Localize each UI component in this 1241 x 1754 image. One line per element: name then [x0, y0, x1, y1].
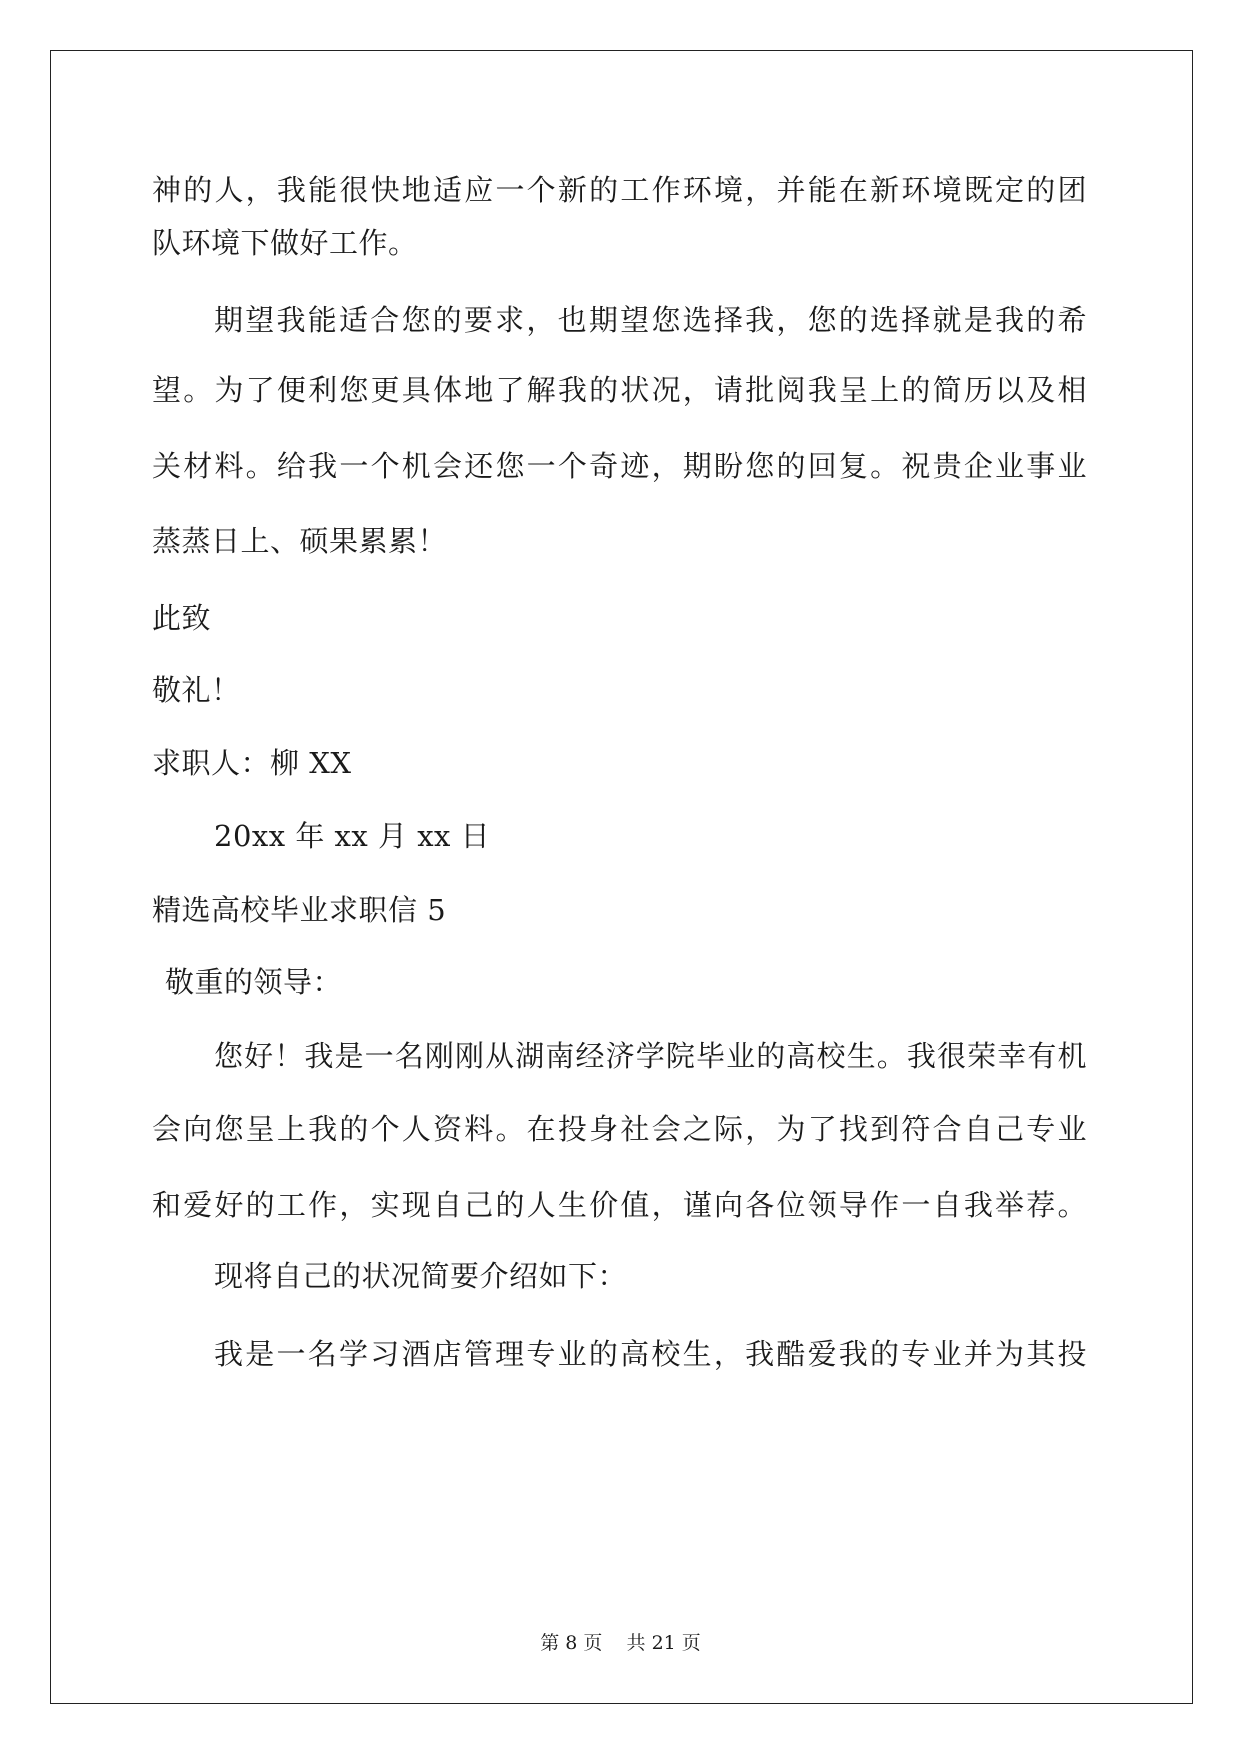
paragraph-line: 现将自己的状况简要介绍如下： [214, 1259, 628, 1293]
closing-phrase: 此致 [152, 601, 212, 635]
body-line: 关材料。给我一个机会还您一个奇迹，期盼您的回复。祝贵企业事业 [152, 449, 1087, 483]
page-border [50, 50, 1193, 1704]
body-line: 蒸蒸日上、硕果累累！ [152, 524, 448, 558]
paragraph-line: 我是一名学习酒店管理专业的高校生，我酷爱我的专业并为其投 [214, 1337, 1087, 1371]
paragraph-line: 您好！我是一名刚刚从湖南经济学院毕业的高校生。我很荣幸有机 [214, 1039, 1087, 1073]
paragraph-line: 期望我能适合您的要求，也期望您选择我，您的选择就是我的希 [214, 303, 1087, 337]
greeting: 敬重的领导： [165, 965, 343, 999]
section-title: 精选高校毕业求职信 5 [152, 893, 447, 927]
date-line: 20xx 年 xx 月 xx 日 [214, 819, 491, 853]
body-line: 和爱好的工作，实现自己的人生价值，谨向各位领导作一自我举荐。 [152, 1188, 1087, 1222]
salutation-closing: 敬礼！ [152, 673, 241, 707]
signature-line: 求职人：柳 XX [152, 746, 352, 780]
body-line: 队环境下做好工作。 [152, 226, 418, 260]
body-line: 会向您呈上我的个人资料。在投身社会之际，为了找到符合自己专业 [152, 1112, 1087, 1146]
body-line: 神的人，我能很快地适应一个新的工作环境，并能在新环境既定的团 [152, 173, 1087, 207]
body-line: 望。为了便利您更具体地了解我的状况，请批阅我呈上的简历以及相 [152, 373, 1087, 407]
page-number-footer: 第 8 页 共 21 页 [540, 1632, 701, 1654]
